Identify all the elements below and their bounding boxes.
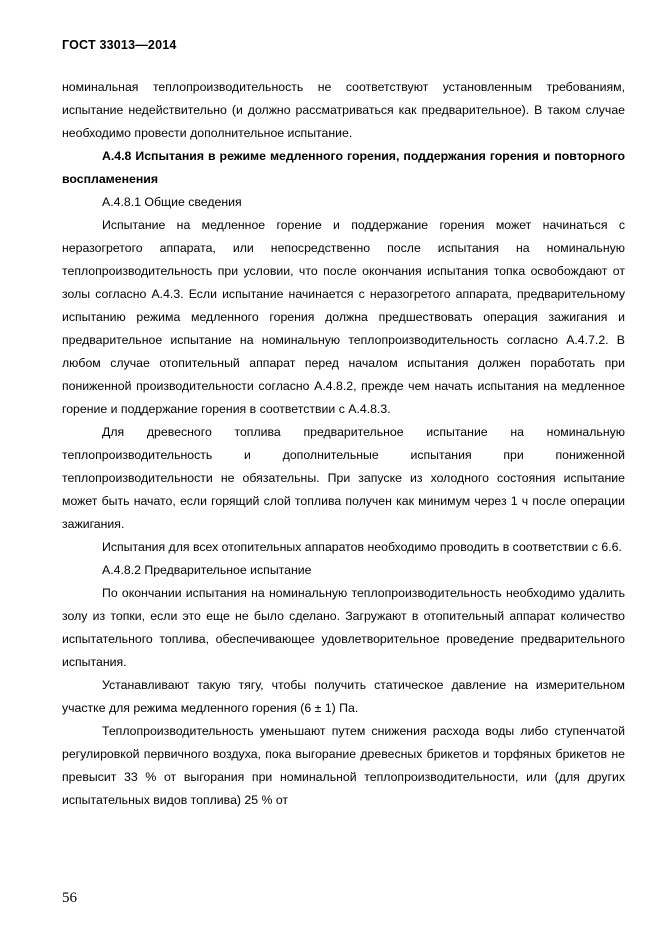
paragraph: Испытание на медленное горение и поддержание горения может начинаться с неразогретого аппарата, или непосредственно после испытания на номинальную теплопроизводительность при условии, что после окончания испытания топка освобождают от золы согласно А.4.3. Если испытание начинается с неразогретого аппарата, предварительному испытанию режима медленного горения должна предшествовать операция зажигания и предварительное испытание на номинальную теплопроизводительность согласно А.4.7.2. В любом случае отопительный аппарат перед началом испытания должен поработать при пониженной производительности согласно А.4.8.2, прежде чем начать испытания на медленное горение и поддержание горения в соответствии с А.4.8.3.	[62, 218, 625, 416]
section-heading-a-4-8: А.4.8 Испытания в режиме медленного горения, поддержания горения и повторного воспламенения	[62, 149, 625, 186]
document-body	[62, 76, 625, 812]
subsection-heading-a-4-8-2: А.4.8.2 Предварительное испытание	[102, 563, 312, 577]
paragraph-continued: номинальная теплопроизводительность не соответствуют установленным требованиям, испытание недействительно (и должно рассматриваться как предварительное). В таком случае необходимо провести дополнительное испытание.	[62, 80, 625, 140]
subsection-heading-a-4-8-1: А.4.8.1 Общие сведения	[102, 195, 242, 209]
paragraph: Теплопроизводительность уменьшают путем снижения расхода воды либо ступенчатой регулировкой первичного воздуха, пока выгорание древесных брикетов и торфяных брикетов не превысит 33 % от выгорания при номинальной теплопроизводительности, или (для других испытательных видов топлива) 25 % от	[62, 724, 625, 807]
paragraph: Устанавливают такую тягу, чтобы получить статическое давление на измерительном участке для режима медленного горения (6 ± 1) Па.	[62, 678, 625, 715]
paragraph: По окончании испытания на номинальную теплопроизводительность необходимо удалить золу из топки, если это еще не было сделано. Загружают в отопительный аппарат количество испытательного топлива, обеспечивающее удовлетворительное проведение предварительного испытания.	[62, 586, 625, 669]
document-code: ГОСТ 33013—2014	[62, 38, 177, 52]
paragraph: Испытания для всех отопительных аппаратов необходимо проводить в соответствии с 6.6.	[102, 540, 622, 554]
paragraph: Для древесного топлива предварительное испытание на номинальную теплопроизводительность и дополнительные испытания при пониженной теплопроизводительности не обязательны. При запуске из холодного состояния испытание может быть начато, если горящий слой топлива получен как минимум через 1 ч после операции зажигания.	[62, 425, 625, 531]
page-number: 56	[62, 890, 77, 906]
